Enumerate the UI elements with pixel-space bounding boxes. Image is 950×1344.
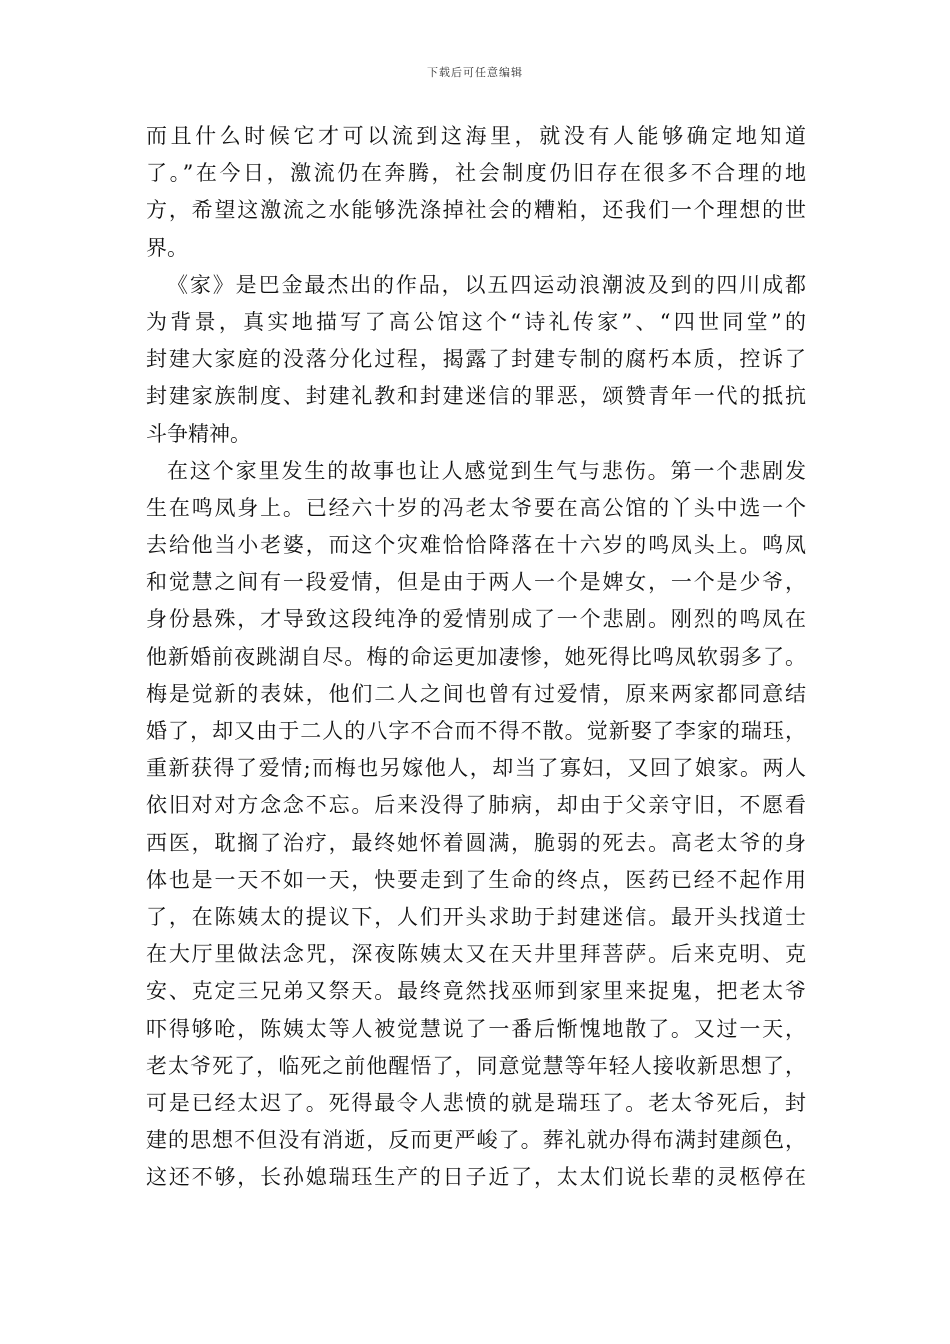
text-line: 他新婚前夜跳湖自尽。梅的命运更加凄惨，她死得比鸣凤软弱多了。 [146,644,806,669]
text-line: 吓得够呛，陈姨太等人被觉慧说了一番后惭愧地散了。又过一天， [146,1016,806,1041]
text-line: 斗争精神。 [146,421,251,446]
paragraph-2 [146,267,806,453]
text-line: 封建家族制度、封建礼教和封建迷信的罪恶，颂赞青年一代的抵抗 [146,384,806,409]
text-line: 在大厅里做法念咒，深夜陈姨太又在天井里拜菩萨。后来克明、克 [146,942,806,967]
text-line: 了。”在今日，激流仍在奔腾，社会制度仍旧存在很多不合理的地 [146,161,806,186]
text-line: 老太爷死了，临死之前他醒悟了，同意觉慧等年轻人接收新思想了， [146,1053,806,1078]
text-line: 可是已经太迟了。死得最令人悲愤的就是瑞珏了。老太爷死后，封 [146,1090,806,1115]
text-line: 婚了，却又由于二人的八字不合而不得不散。觉新娶了李家的瑞珏， [146,719,806,743]
page-header: 下载后可任意编辑 [427,66,523,79]
paragraph-1 [146,118,806,267]
text-line: 依旧对对方念念不忘。后来没得了肺病，却由于父亲守旧，不愿看 [146,793,806,818]
text-line: 去给他当小老婆，而这个灾难恰恰降落在十六岁的鸣凤头上。鸣凤 [146,533,806,558]
text-line: 建的思想不但没有消逝，反而更严峻了。葬礼就办得布满封建颜色， [146,1128,806,1153]
text-line: 封建大家庭的没落分化过程，揭露了封建专制的腐朽本质，控诉了 [146,347,806,372]
text-line: 方，希望这激流之水能够洗涤掉社会的糟粕，还我们一个理想的世 [146,198,806,223]
text-line: 而且什么时候它才可以流到这海里，就没有人能够确定地知道 [146,124,806,148]
text-line: 西医，耽搁了治疗，最终她怀着圆满，脆弱的死去。高老太爷的身 [146,830,806,855]
text-line: 重新获得了爱情;而梅也另嫁他人，却当了寡妇，又回了娘家。两人 [146,756,806,781]
text-line: 为背景，真实地描写了高公馆这个“诗礼传家”、“四世同堂”的 [146,309,806,334]
text-line: 体也是一天不如一天，快要走到了生命的终点，医药已经不起作用 [146,867,806,892]
text-line: 生在鸣凤身上。已经六十岁的冯老太爷要在高公馆的丫头中选一个 [146,495,806,520]
paragraph-3 [146,453,806,1197]
text-line: 《家》是巴金最杰出的作品，以五四运动浪潮波及到的四川成都 [167,272,806,297]
text-line: 界。 [146,235,188,260]
text-line: 在这个家里发生的故事也让人感觉到生气与悲伤。第一个悲剧发 [167,458,806,483]
text-line: 安、克定三兄弟又祭天。最终竟然找巫师到家里来捉鬼，把老太爷 [146,979,806,1004]
text-line: 这还不够，长孙媳瑞珏生产的日子近了，太太们说长辈的灵柩停在 [146,1165,806,1190]
text-line: 身份悬殊，才导致这段纯净的爱情别成了一个悲剧。刚烈的鸣凤在 [146,607,806,632]
document-body [146,118,806,1196]
text-line: 梅是觉新的表妹，他们二人之间也曾有过爱情，原来两家都同意结 [146,681,806,706]
text-line: 和觉慧之间有一段爱情，但是由于两人一个是婢女，一个是少爷， [146,570,806,595]
text-line: 了，在陈姨太的提议下，人们开头求助于封建迷信。最开头找道士 [146,904,806,929]
